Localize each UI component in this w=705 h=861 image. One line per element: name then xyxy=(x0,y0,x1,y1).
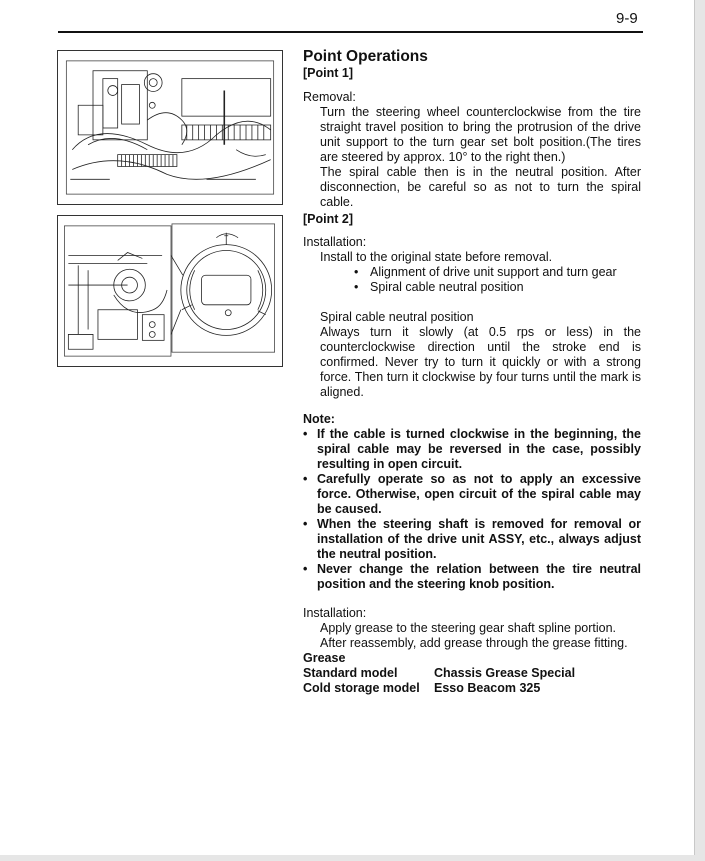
grease-product: Esso Beacom 325 xyxy=(434,681,541,695)
note-section xyxy=(303,412,641,592)
section-title: Point Operations xyxy=(303,48,428,65)
note-label: Note: xyxy=(303,412,335,426)
viewer-scrollbar-track[interactable] xyxy=(694,0,705,861)
neutral-text: Always turn it slowly (at 0.5 rps or less) in the counterclockwise direction until the stroke end is confirmed. Never try to turn it quickly or with a strong force. Then turn it clockwise by four turns until the mark is aligned. xyxy=(320,325,641,399)
installation2-label: Installation: xyxy=(303,606,367,620)
grease-label: Grease xyxy=(303,651,346,665)
note-item-text: If the cable is turned clockwise in the beginning, the spiral cable may be reversed in the case, possibly resulting in open circuit. xyxy=(317,427,641,471)
bullet-dot: • xyxy=(354,265,359,279)
install-bullet-1 xyxy=(303,265,641,280)
bullet-dot: • xyxy=(303,427,308,441)
installation2-line-1: Apply grease to the steering gear shaft spline portion. xyxy=(320,621,617,635)
grease-model: Standard model xyxy=(303,666,398,680)
note-item-1 xyxy=(303,427,641,472)
note-item-text: When the steering shaft is removed for removal or installation of the drive unit ASSY, etc., always adjust the neutral position. xyxy=(317,517,641,561)
point1-label: [Point 1] xyxy=(303,66,353,80)
grease-product: Chassis Grease Special xyxy=(434,666,576,680)
installation2-section xyxy=(303,606,641,696)
viewer-bottom-edge xyxy=(0,855,705,861)
bullet-dot: • xyxy=(303,562,308,576)
point1-line-1: Turn the steering wheel counterclockwise from the tire straight travel position to bring the protrusion of the drive unit support to the turn gear set bolt position.(The tires are steered by approx. 10° to the right then.) xyxy=(320,105,641,164)
point1-line-2: The spiral cable then is in the neutral position. After disconnection, be careful so as not to turn the spiral cable. xyxy=(320,165,641,209)
removal-label: Removal: xyxy=(303,90,356,104)
grease-row-standard xyxy=(303,666,641,681)
note-item-text: Carefully operate so as not to apply an excessive force. Otherwise, open circuit of the spiral cable may be caused. xyxy=(317,472,641,516)
point2-section xyxy=(303,212,641,400)
note-item-text: Never change the relation between the tire neutral position and the steering knob position. xyxy=(317,562,641,591)
bullet-dot: • xyxy=(303,517,308,531)
note-item-4 xyxy=(303,562,641,592)
figure-spiral-cable xyxy=(57,215,283,367)
figure-drive-unit-turn-gear xyxy=(57,50,283,205)
page-number: 9-9 xyxy=(616,10,638,27)
install-bullet-text: Spiral cable neutral position xyxy=(370,280,524,294)
installation-label: Installation: xyxy=(303,235,367,249)
grease-model: Cold storage model xyxy=(303,681,420,695)
install-bullet-text: Alignment of drive unit support and turn gear xyxy=(370,265,617,279)
install-intro: Install to the original state before removal. xyxy=(320,250,553,264)
header-rule xyxy=(58,31,643,33)
install-bullet-2 xyxy=(303,280,641,295)
bullet-dot: • xyxy=(354,280,359,294)
neutral-heading: Spiral cable neutral position xyxy=(320,310,474,324)
note-item-3 xyxy=(303,517,641,562)
point2-label: [Point 2] xyxy=(303,212,353,226)
grease-row-cold xyxy=(303,681,641,696)
note-item-2 xyxy=(303,472,641,517)
bullet-dot: • xyxy=(303,472,308,486)
point1-section xyxy=(303,66,641,210)
installation2-line-2: After reassembly, add grease through the grease fitting. xyxy=(320,636,628,650)
